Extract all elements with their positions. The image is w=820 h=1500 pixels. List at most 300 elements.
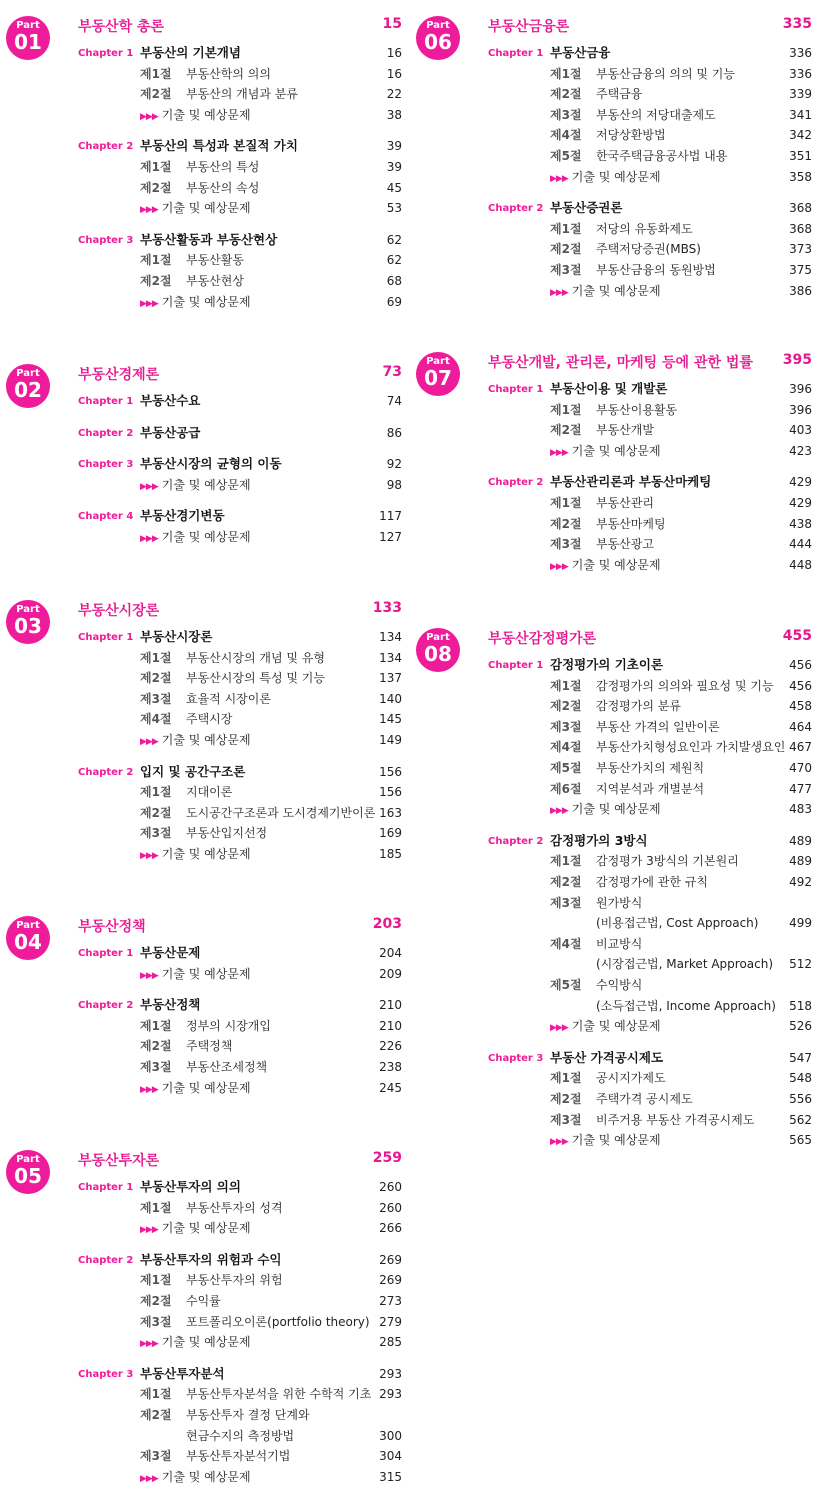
page-number: 547 — [789, 1050, 812, 1065]
chapter-label: Chapter 2 — [488, 203, 544, 215]
chapter-label: Chapter 2 — [78, 141, 134, 153]
page-number: 467 — [789, 740, 812, 755]
toc-section-row[interactable] — [410, 535, 820, 556]
toc-section-row[interactable] — [0, 1385, 410, 1406]
page-number: 169 — [379, 826, 402, 841]
page-number: 489 — [789, 854, 812, 869]
chapter-title[interactable]: 부동산관리론과 부동산마케팅 — [550, 474, 712, 490]
section-title[interactable]: 주택시장 — [186, 712, 233, 727]
toc-chapter-row[interactable] — [410, 473, 820, 494]
chapter-title[interactable]: 부동산시장의 균형의 이동 — [140, 456, 282, 472]
section-title[interactable]: 부동산학의 의의 — [186, 66, 271, 81]
section-title[interactable]: 포트폴리오이론(portfolio theory) — [186, 1314, 370, 1329]
toc-section-row[interactable] — [0, 251, 410, 272]
section-label: 제2절 — [140, 180, 172, 195]
part-page: 73 — [382, 364, 402, 380]
chapter-title[interactable]: 감정평가의 3방식 — [550, 832, 648, 848]
section-label: 제2절 — [550, 699, 582, 714]
page-number: 226 — [379, 1039, 402, 1054]
part-title[interactable]: 부동산투자론 — [78, 1153, 160, 1169]
section-label: 제1절 — [550, 678, 582, 693]
toc-chapter-row[interactable] — [0, 628, 410, 649]
toc-exercise-row[interactable] — [410, 442, 820, 463]
toc-section-row[interactable] — [0, 1313, 410, 1334]
section-title[interactable]: 공시지가제도 — [596, 1071, 666, 1086]
toc-exercise-row[interactable] — [0, 845, 410, 866]
exercise-link[interactable] — [550, 168, 661, 188]
section-title[interactable]: 부동산투자분석기법 — [186, 1449, 291, 1464]
toc-section-row[interactable] — [410, 780, 820, 801]
section-title[interactable]: 정부의 시장개입 — [186, 1018, 271, 1033]
exercise-link[interactable] — [140, 965, 251, 985]
page-number: 293 — [379, 1366, 402, 1381]
section-label: 제1절 — [140, 66, 172, 81]
toc-section-row[interactable] — [410, 1111, 820, 1132]
toc-section-row[interactable] — [0, 804, 410, 825]
section-title[interactable]: 비교방식 — [596, 936, 643, 951]
page-number: 137 — [379, 671, 402, 686]
page-number: 562 — [789, 1112, 812, 1127]
section-title[interactable]: 지대이론 — [186, 785, 233, 800]
toc-section-row[interactable] — [0, 690, 410, 711]
toc-section-row[interactable] — [410, 65, 820, 86]
toc-section-row[interactable] — [410, 852, 820, 873]
page-number: 315 — [379, 1469, 402, 1484]
part-title[interactable]: 부동산감정평가론 — [488, 631, 597, 647]
toc-chapter-row[interactable] — [410, 1049, 820, 1070]
section-title[interactable]: 부동산현상 — [186, 274, 244, 288]
section-label: 제1절 — [140, 160, 172, 174]
section-title[interactable]: 저당상환방법 — [596, 128, 666, 143]
part-badge-word: Part — [16, 604, 40, 615]
triple-arrow-icon: ▶▶▶ — [550, 806, 568, 817]
page-number: 134 — [379, 650, 402, 665]
section-label: 제5절 — [550, 149, 582, 163]
toc-chapter-row[interactable] — [0, 137, 410, 158]
page-number: 266 — [379, 1221, 402, 1236]
part-title[interactable]: 부동산경제론 — [78, 367, 160, 383]
section-label: 제5절 — [550, 978, 582, 992]
chapter-title[interactable]: 부동산 가격공시제도 — [550, 1049, 664, 1065]
part-page: 15 — [382, 16, 402, 32]
toc-section-row[interactable] — [0, 1447, 410, 1468]
exercise-link[interactable] — [550, 1131, 661, 1151]
exercise-link[interactable] — [550, 282, 661, 302]
toc-section-row[interactable] — [0, 669, 410, 690]
section-title[interactable]: 수익률 — [186, 1294, 221, 1308]
page-number: 134 — [379, 630, 402, 644]
toc-section-row[interactable] — [0, 179, 410, 200]
chapter-title[interactable]: 부동산이용 및 개발론 — [550, 381, 668, 396]
toc-section-row[interactable] — [0, 85, 410, 106]
chapter-title[interactable]: 부동산투자의 의의 — [140, 1179, 241, 1194]
section-label: 제3절 — [140, 1449, 172, 1464]
exercise-link[interactable] — [550, 556, 661, 576]
section-label: 제1절 — [550, 221, 582, 236]
page-number: 260 — [379, 1200, 402, 1215]
exercise-link[interactable] — [140, 1219, 251, 1239]
toc-exercise-row[interactable] — [410, 1131, 820, 1152]
toc-section-row[interactable] — [410, 697, 820, 718]
exercise-link[interactable] — [140, 845, 251, 865]
toc-exercise-row[interactable] — [0, 528, 410, 549]
toc-chapter-row[interactable] — [0, 44, 410, 65]
toc-section-row[interactable] — [410, 894, 820, 915]
page-number: 341 — [789, 107, 812, 122]
toc-section-row[interactable] — [410, 759, 820, 780]
part-title[interactable]: 부동산금융론 — [488, 19, 570, 35]
section-label: 제1절 — [550, 854, 582, 869]
part-page: 335 — [782, 16, 812, 32]
triple-arrow-icon: ▶▶▶ — [550, 1137, 568, 1148]
toc-section-row[interactable] — [410, 718, 820, 739]
part-badge-word: Part — [16, 20, 40, 31]
section-title-continued[interactable]: (비용접근법, Cost Approach) — [596, 916, 759, 931]
chapter-label: Chapter 1 — [78, 396, 134, 407]
section-label: 제2절 — [550, 516, 582, 531]
section-label: 제2절 — [550, 87, 582, 102]
page-number: 396 — [789, 382, 812, 396]
section-title[interactable]: 부동산의 저당대출제도 — [596, 107, 716, 122]
exercise-link[interactable] — [550, 800, 661, 820]
toc-exercise-row[interactable] — [0, 106, 410, 127]
toc-section-row[interactable] — [0, 65, 410, 86]
page-number: 556 — [789, 1092, 812, 1106]
chapter-title[interactable]: 부동산활동과 부동산현상 — [140, 231, 278, 247]
toc-chapter-row[interactable] — [410, 656, 820, 677]
toc-chapter-row[interactable] — [0, 507, 410, 528]
toc-section-row[interactable] — [0, 158, 410, 179]
page-number: 304 — [379, 1449, 402, 1464]
toc-section-row[interactable] — [410, 421, 820, 442]
exercise-title: 기출 및 예상문제 — [571, 169, 661, 184]
toc-chapter-row[interactable] — [0, 1251, 410, 1272]
toc-chapter-row[interactable] — [0, 996, 410, 1017]
page-number: 39 — [386, 139, 402, 154]
toc-chapter-row[interactable] — [410, 380, 820, 401]
part-badge-word: Part — [16, 920, 40, 931]
page-number: 269 — [379, 1252, 402, 1267]
toc-cont-row[interactable] — [410, 997, 820, 1018]
chapter-title[interactable]: 부동산경기변동 — [140, 508, 225, 524]
exercise-link[interactable] — [140, 1079, 251, 1099]
section-label: 제4절 — [550, 740, 582, 755]
section-title[interactable]: 부동산개발 — [596, 423, 654, 438]
section-title[interactable]: 원가방식 — [596, 895, 643, 910]
toc-section-row[interactable] — [410, 494, 820, 515]
page-number: 492 — [789, 875, 812, 889]
section-title[interactable]: 부동산가치형성요인과 가치발생요인 — [596, 740, 786, 755]
section-label: 제3절 — [550, 263, 582, 277]
part-page: 455 — [782, 628, 812, 644]
triple-arrow-icon: ▶▶▶ — [140, 111, 158, 122]
toc-exercise-row[interactable] — [0, 1468, 410, 1489]
page-number: 548 — [789, 1071, 812, 1086]
exercise-title: 기출 및 예상문제 — [161, 1080, 251, 1095]
page-number: 336 — [789, 66, 812, 81]
exercise-link[interactable] — [550, 1017, 661, 1037]
toc-chapter-row[interactable] — [0, 763, 410, 784]
toc-section-row[interactable] — [410, 738, 820, 759]
page-number: 16 — [386, 46, 402, 60]
toc-section-row[interactable] — [410, 515, 820, 536]
page-number: 342 — [789, 128, 812, 143]
chapter-title[interactable]: 부동산증권론 — [550, 200, 623, 216]
section-title[interactable]: 부동산의 속성 — [186, 180, 260, 195]
section-title-continued[interactable]: 현금수지의 측정방법 — [186, 1428, 295, 1443]
section-title[interactable]: 부동산활동 — [186, 253, 244, 268]
section-label: 제2절 — [550, 242, 582, 257]
page-number: 53 — [386, 201, 402, 216]
section-title[interactable]: 지역분석과 개별분석 — [596, 781, 705, 796]
section-title[interactable]: 부동산투자의 위험 — [186, 1273, 283, 1288]
toc-section-row[interactable] — [0, 1199, 410, 1220]
section-title[interactable]: 감정평가 3방식의 기본원리 — [596, 854, 739, 869]
exercise-title: 기출 및 예상문제 — [161, 294, 251, 309]
toc-section-row[interactable] — [410, 935, 820, 956]
section-title[interactable]: 주택정책 — [186, 1039, 233, 1054]
section-title[interactable]: 감정평가의 의의와 필요성 및 기능 — [596, 678, 774, 693]
toc-exercise-row[interactable] — [0, 199, 410, 220]
exercise-link[interactable] — [140, 293, 251, 313]
toc-section-row[interactable] — [410, 85, 820, 106]
toc-exercise-row[interactable] — [410, 282, 820, 303]
page-number: 358 — [789, 169, 812, 184]
page-number: 429 — [789, 475, 812, 490]
section-title[interactable]: 한국주택금융공사법 내용 — [596, 149, 728, 163]
page-number: 260 — [379, 1180, 402, 1194]
exercise-title: 기출 및 예상문제 — [161, 1221, 251, 1236]
chapter-title[interactable]: 입지 및 공간구조론 — [140, 763, 246, 779]
section-label: 제3절 — [550, 107, 582, 122]
toc-section-row[interactable] — [0, 1017, 410, 1038]
section-title[interactable]: 부동산조세정책 — [186, 1060, 268, 1074]
chapter-title[interactable]: 부동산공급 — [140, 424, 201, 440]
section-label: 제1절 — [140, 253, 172, 268]
page-number: 375 — [789, 263, 812, 277]
page-number: 565 — [789, 1133, 812, 1148]
section-title[interactable]: 부동산관리 — [596, 496, 654, 510]
section-title[interactable]: 부동산마케팅 — [596, 516, 666, 531]
toc-exercise-row[interactable] — [410, 556, 820, 577]
toc-chapter-row[interactable] — [0, 944, 410, 965]
toc-section-row[interactable] — [410, 873, 820, 894]
toc-chapter-row[interactable] — [0, 424, 410, 445]
section-title[interactable]: 부동산가치의 제원칙 — [596, 761, 705, 775]
toc-section-row[interactable] — [0, 1406, 410, 1427]
chapter-label: Chapter 2 — [78, 1254, 134, 1266]
toc-section-row[interactable] — [0, 649, 410, 670]
exercise-title: 기출 및 예상문제 — [571, 557, 661, 572]
section-label: 제1절 — [140, 1200, 172, 1215]
toc-section-row[interactable] — [410, 126, 820, 147]
page-number: 156 — [379, 764, 402, 779]
section-title-continued[interactable]: (소득접근법, Income Approach) — [596, 998, 776, 1013]
toc-section-row[interactable] — [410, 401, 820, 422]
chapter-title[interactable]: 부동산투자분석 — [140, 1365, 225, 1381]
section-title[interactable]: 부동산광고 — [596, 537, 654, 552]
chapter-label: Chapter 3 — [78, 459, 134, 471]
triple-arrow-icon: ▶▶▶ — [140, 970, 158, 981]
toc-cont-row[interactable] — [410, 955, 820, 976]
page-number: 396 — [789, 402, 812, 417]
chapter-title[interactable]: 부동산정책 — [140, 997, 201, 1013]
exercise-link[interactable] — [140, 731, 251, 751]
toc-cont-row[interactable] — [0, 1427, 410, 1448]
toc-section-row[interactable] — [410, 147, 820, 168]
page-number: 245 — [379, 1080, 402, 1095]
chapter-title[interactable]: 부동산투자의 위험과 수익 — [140, 1251, 282, 1267]
section-title[interactable]: 부동산시장의 특성 및 기능 — [186, 671, 325, 686]
page-number: 526 — [789, 1019, 812, 1034]
section-label: 제4절 — [550, 936, 582, 951]
section-title[interactable]: 부동산의 개념과 분류 — [186, 87, 298, 102]
section-title[interactable]: 감정평가에 관한 규칙 — [596, 875, 708, 889]
part-badge-word: Part — [426, 356, 450, 367]
toc-exercise-row[interactable] — [410, 1017, 820, 1038]
toc-section-row[interactable] — [410, 106, 820, 127]
page-number: 163 — [379, 805, 402, 820]
page-number: 429 — [789, 496, 812, 510]
toc-exercise-row[interactable] — [0, 1219, 410, 1240]
chapter-title[interactable]: 부동산문제 — [140, 945, 201, 960]
chapter-label: Chapter 2 — [488, 835, 544, 847]
page-number: 204 — [379, 946, 402, 960]
page-number: 209 — [379, 966, 402, 981]
toc-exercise-row[interactable] — [410, 800, 820, 821]
section-title[interactable]: 감정평가의 분류 — [596, 699, 681, 714]
section-title[interactable]: 부동산금융의 의의 및 기능 — [596, 66, 735, 81]
toc-chapter-row[interactable] — [0, 1365, 410, 1386]
toc-chapter-row[interactable] — [0, 455, 410, 476]
toc-section-row[interactable] — [0, 1271, 410, 1292]
section-title[interactable]: 부동산시장의 개념 및 유형 — [186, 650, 325, 665]
page-number: 45 — [386, 180, 402, 195]
section-title[interactable]: 도시공간구조론과 도시경제기반이론 — [186, 805, 376, 820]
page-number: 336 — [789, 46, 812, 60]
toc-section-row[interactable] — [410, 976, 820, 997]
page-number: 39 — [386, 160, 402, 174]
chapter-title[interactable]: 부동산의 특성과 본질적 가치 — [140, 138, 298, 154]
section-title[interactable]: 부동산투자 결정 단계와 — [186, 1408, 310, 1422]
toc-exercise-row[interactable] — [0, 731, 410, 752]
page-number: 448 — [789, 557, 812, 572]
chapter-title[interactable]: 감정평가의 기초이론 — [550, 657, 664, 672]
section-label: 제2절 — [140, 671, 172, 686]
exercise-link[interactable] — [140, 476, 251, 496]
section-label: 제2절 — [140, 805, 172, 820]
toc-cont-row[interactable] — [410, 914, 820, 935]
part-title[interactable]: 부동산학 총론 — [78, 19, 165, 35]
exercise-link[interactable] — [140, 199, 251, 219]
exercise-link[interactable] — [550, 442, 661, 462]
section-title[interactable]: 부동산입지선정 — [186, 826, 268, 841]
page-number: 368 — [789, 201, 812, 216]
section-label: 제3절 — [140, 826, 172, 841]
section-title-continued[interactable]: (시장접근법, Market Approach) — [596, 957, 774, 972]
toc-section-row[interactable] — [410, 1090, 820, 1111]
toc-section-row[interactable] — [0, 1292, 410, 1313]
toc-exercise-row[interactable] — [0, 1333, 410, 1354]
toc-section-row[interactable] — [0, 824, 410, 845]
exercise-title: 기출 및 예상문제 — [161, 847, 251, 861]
section-title[interactable]: 주택저당증권(MBS) — [596, 242, 701, 257]
exercise-link[interactable] — [140, 1468, 251, 1488]
triple-arrow-icon: ▶▶▶ — [140, 1084, 158, 1095]
toc-chapter-row[interactable] — [0, 392, 410, 413]
chapter-title[interactable]: 부동산수요 — [140, 393, 201, 408]
toc-exercise-row[interactable] — [410, 168, 820, 189]
section-title[interactable]: 부동산투자분석을 위한 수학적 기초 — [186, 1387, 372, 1402]
part-title[interactable]: 부동산시장론 — [78, 603, 160, 619]
section-title[interactable]: 비주거용 부동산 가격공시제도 — [596, 1112, 755, 1127]
page-number: 285 — [379, 1335, 402, 1350]
page-number: 145 — [379, 712, 402, 727]
toc-exercise-row[interactable] — [0, 476, 410, 497]
section-title[interactable]: 주택금융 — [596, 87, 643, 102]
toc-section-row[interactable] — [0, 272, 410, 293]
section-label: 제2절 — [550, 423, 582, 438]
toc-section-row[interactable] — [410, 1069, 820, 1090]
page-number: 149 — [379, 733, 402, 747]
page-number: 423 — [789, 443, 812, 458]
toc-section-row[interactable] — [410, 240, 820, 261]
chapter-title[interactable]: 부동산금융 — [550, 45, 611, 60]
part-number: 01 — [14, 30, 42, 54]
toc-chapter-row[interactable] — [0, 231, 410, 252]
section-title[interactable]: 주택가격 공시제도 — [596, 1092, 693, 1106]
toc-section-row[interactable] — [0, 1037, 410, 1058]
chapter-title[interactable]: 부동산의 기본개념 — [140, 45, 241, 60]
section-title[interactable]: 효율적 시장이론 — [186, 691, 271, 706]
section-title[interactable]: 부동산 가격의 일반이론 — [596, 719, 720, 734]
toc-chapter-row[interactable] — [410, 44, 820, 65]
part-number: 04 — [14, 930, 42, 954]
section-label: 제1절 — [140, 1273, 172, 1288]
chapter-title[interactable]: 부동산시장론 — [140, 629, 213, 644]
triple-arrow-icon: ▶▶▶ — [140, 1473, 158, 1484]
section-title[interactable]: 수익방식 — [596, 978, 643, 992]
section-label: 제2절 — [140, 1408, 172, 1422]
toc-section-row[interactable] — [0, 1058, 410, 1079]
toc-chapter-row[interactable] — [410, 832, 820, 853]
toc-section-row[interactable] — [410, 677, 820, 698]
section-title[interactable]: 저당의 유동화제도 — [596, 221, 693, 236]
chapter-label: Chapter 2 — [78, 427, 134, 439]
exercise-link[interactable] — [140, 1333, 251, 1353]
section-title[interactable]: 부동산투자의 성격 — [186, 1200, 283, 1215]
toc-chapter-row[interactable] — [410, 199, 820, 220]
toc-exercise-row[interactable] — [0, 1079, 410, 1100]
toc-exercise-row[interactable] — [0, 965, 410, 986]
section-title[interactable]: 부동산의 특성 — [186, 160, 260, 174]
exercise-link[interactable] — [140, 528, 251, 548]
toc-section-row[interactable] — [410, 261, 820, 282]
page-number: 351 — [789, 149, 812, 163]
page-number: 339 — [789, 87, 812, 102]
section-title[interactable]: 부동산이용활동 — [596, 402, 678, 417]
part-title[interactable]: 부동산개발, 관리론, 마케팅 등에 관한 법률 — [488, 355, 753, 371]
exercise-link[interactable] — [140, 106, 251, 126]
toc-exercise-row[interactable] — [0, 293, 410, 314]
toc-chapter-row[interactable] — [0, 1178, 410, 1199]
toc-section-row[interactable] — [0, 783, 410, 804]
toc-section-row[interactable] — [0, 710, 410, 731]
toc-section-row[interactable] — [410, 220, 820, 241]
section-title[interactable]: 부동산금융의 동원방법 — [596, 263, 716, 277]
triple-arrow-icon: ▶▶▶ — [140, 205, 158, 216]
part-title[interactable]: 부동산정책 — [78, 919, 146, 935]
